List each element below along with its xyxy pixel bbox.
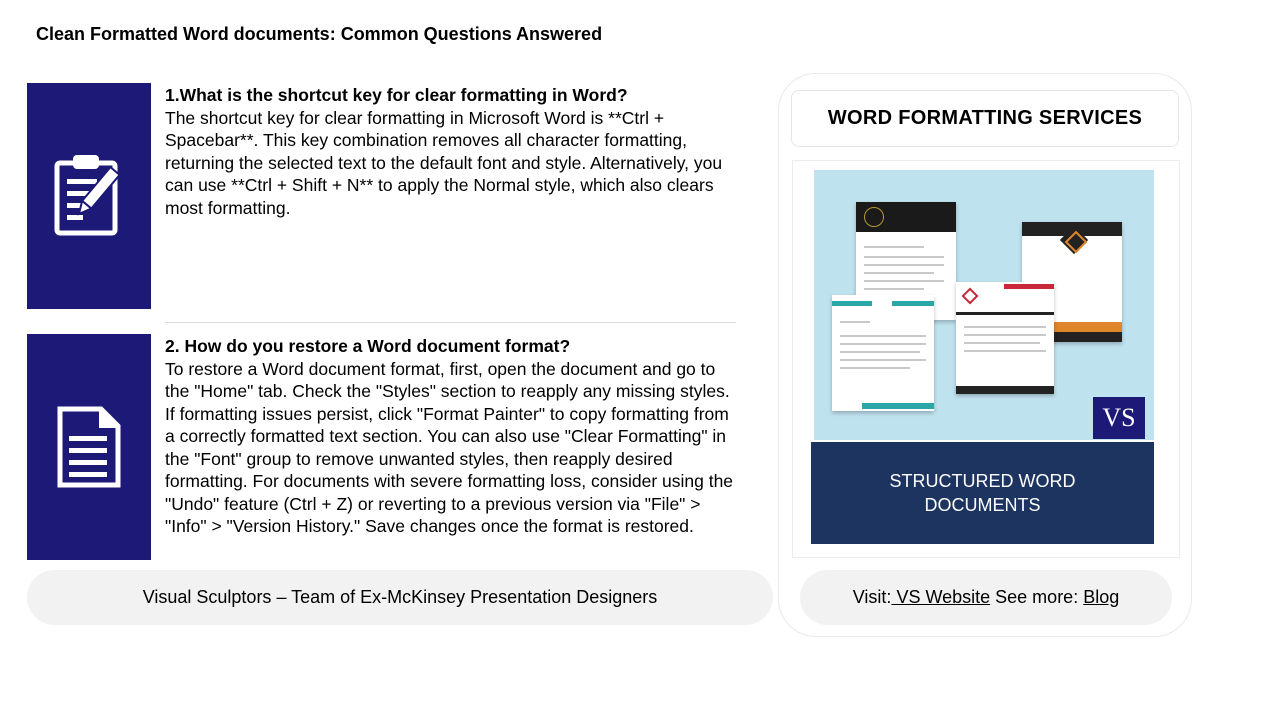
vs-website-link[interactable]: VS Website [891,587,991,607]
clipboard-edit-icon [53,153,133,237]
faq-2 [165,335,740,538]
vs-logo: VS [1093,397,1145,439]
services-caption-text: STRUCTURED WORD DOCUMENTS [889,471,1076,515]
services-card-header: WORD FORMATTING SERVICES [791,90,1179,147]
page-title: Clean Formatted Word documents: Common Questions Answered [36,24,603,44]
visit-label: Visit: [852,587,892,607]
blog-link[interactable]: Blog [1083,587,1120,607]
letterhead-samples-image [814,170,1154,440]
faq-2-answer: To restore a Word document format, first, open the document and go to the "Home" tab. Check the "Styles" section to reapply any missing styles. If formatting issues persist, click "Format Painter" to copy formatting from a correctly formatted text section. You can also use "Clear Formatting" in the "Font" group to remove unwanted styles, then reapply desired formatting. For documents with severe formatting loss, consider using the "Undo" feature (Ctrl + Z) or reverting to a previous version via "File" > "Info" > "Version History." Save changes once the format is restored. [165,358,734,536]
document-icon [57,406,121,488]
letterhead-sample-red [956,282,1054,394]
faq-2-icon-panel [27,334,151,560]
faq-1-icon-panel [27,83,151,309]
footer-banner [27,570,773,625]
faq-1-question: 1.What is the shortcut key for clear formatting in Word? [165,85,628,105]
visit-links [800,570,1172,625]
faq-1 [165,84,740,219]
footer-text: Visual Sculptors – Team of Ex-McKinsey Presentation Designers [142,587,658,607]
faq-2-question: 2. How do you restore a Word document format? [165,336,571,356]
faq-1-answer: The shortcut key for clear formatting in Microsoft Word is **Ctrl + Spacebar**. This key combination removes all character formatting, returning the selected text to the default font and style. Alternatively, you can use **Ctrl + Shift + N** to apply the Normal style, which also clears most formatting. [165,107,723,218]
letterhead-sample-teal [832,295,934,411]
see-more-label: See more: [990,587,1084,607]
faq-divider [165,322,736,323]
services-caption [811,442,1154,544]
